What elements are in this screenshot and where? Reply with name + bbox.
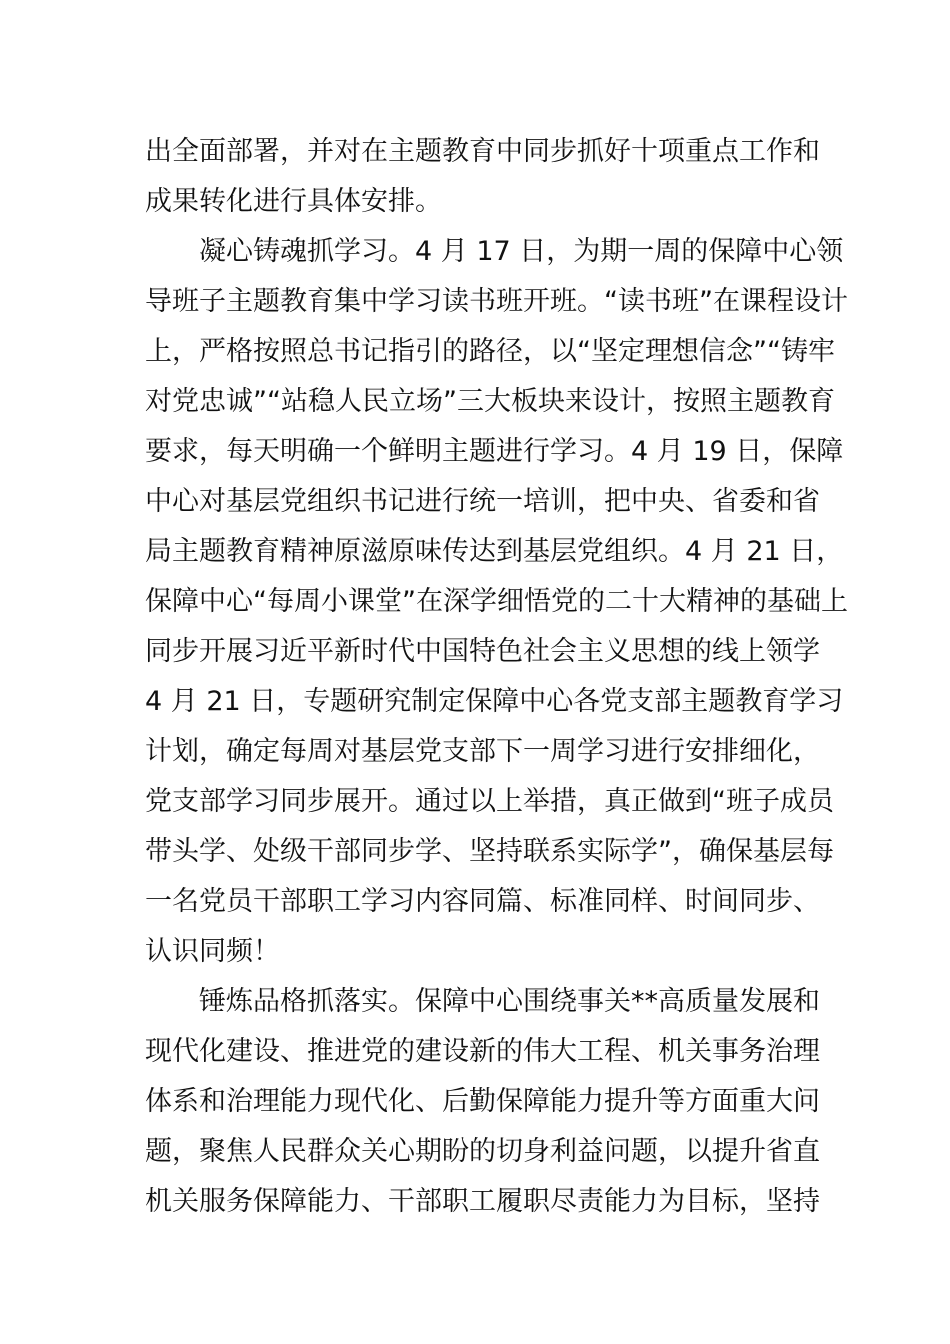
text-line: 出全面部署，并对在主题教育中同步抓好十项重点工作和: [145, 136, 820, 167]
text-line: 导班子主题教育集中学习读书班开班。“读书班”在课程设计: [145, 286, 848, 317]
text-line: 带头学、处级干部同步学、坚持联系实际学”，确保基层每: [145, 836, 834, 867]
text-line: 认识同频！: [145, 936, 280, 967]
text-line: 保障中心“每周小课堂”在深学细悟党的二十大精神的基础上: [145, 586, 848, 617]
text-line: 4 月 21 日，专题研究制定保障中心各党支部主题教育学习: [145, 686, 844, 717]
text-line: 凝心铸魂抓学习。4 月 17 日，为期一周的保障中心领: [199, 236, 844, 267]
text-line: 现代化建设、推进党的建设新的伟大工程、机关事务治理: [145, 1036, 820, 1067]
text-line: 锤炼品格抓落实。保障中心围绕事关**高质量发展和: [199, 986, 820, 1017]
text-line: 要求，每天明确一个鲜明主题进行学习。4 月 19 日，保障: [145, 436, 844, 467]
text-line: 上，严格按照总书记指引的路径，以“坚定理想信念”“铸牢: [145, 336, 835, 367]
text-line: 党支部学习同步展开。通过以上举措，真正做到“班子成员: [145, 786, 834, 817]
text-line: 题，聚焦人民群众关心期盼的切身利益问题，以提升省直: [145, 1136, 820, 1167]
text-line: 计划，确定每周对基层党支部下一周学习进行安排细化，: [145, 736, 820, 767]
text-line: 局主题教育精神原滋原味传达到基层党组织。4 月 21 日，: [145, 536, 844, 567]
text-line: 成果转化进行具体安排。: [145, 186, 442, 217]
text-line: 中心对基层党组织书记进行统一培训，把中央、省委和省: [145, 486, 820, 517]
text-line: 体系和治理能力现代化、后勤保障能力提升等方面重大问: [145, 1086, 820, 1117]
text-line: 机关服务保障能力、干部职工履职尽责能力为目标，坚持: [145, 1186, 820, 1217]
text-line: 对党忠诚”“站稳人民立场”三大板块来设计，按照主题教育: [145, 386, 835, 417]
text-line: 同步开展习近平新时代中国特色社会主义思想的线上领学: [145, 636, 820, 667]
text-line: 一名党员干部职工学习内容同篇、标准同样、时间同步、: [145, 886, 820, 917]
